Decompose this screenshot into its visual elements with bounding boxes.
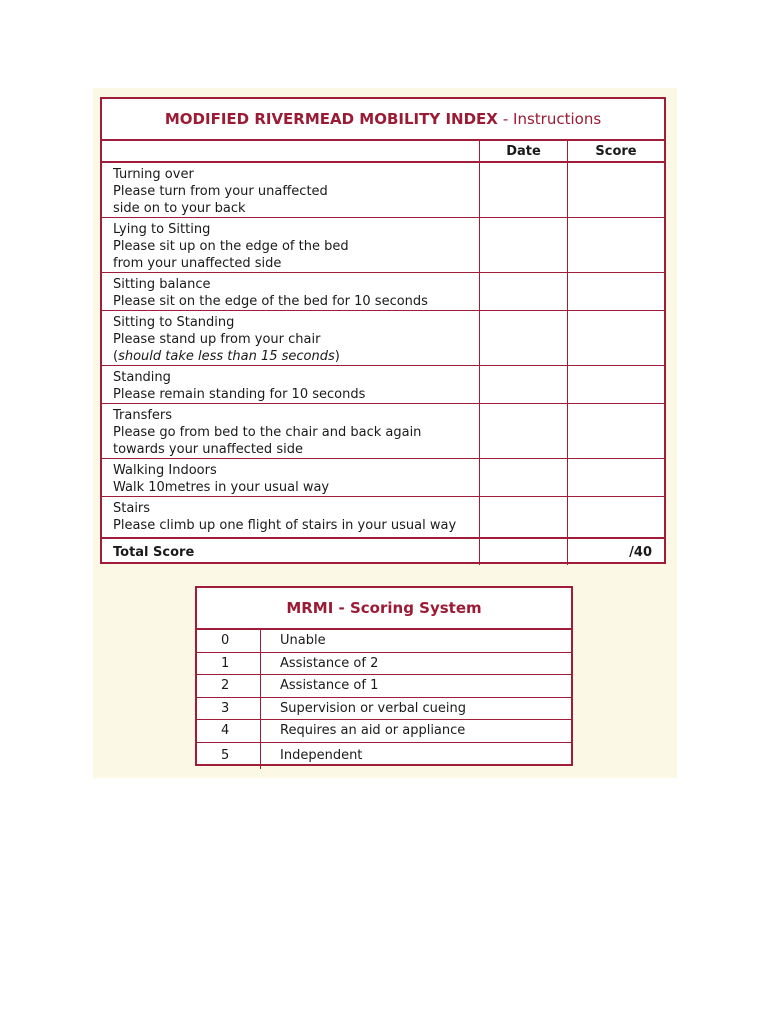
task-transfers — [102, 404, 480, 459]
date-cell[interactable] — [480, 404, 568, 459]
mobility-index-table — [100, 97, 666, 564]
date-cell[interactable] — [480, 459, 568, 497]
score-number: 1 — [197, 653, 261, 675]
task-sitting-balance — [102, 273, 480, 311]
date-cell[interactable] — [480, 366, 568, 404]
table-title — [102, 99, 664, 141]
task-sitting-to-standing — [102, 311, 480, 366]
task-name: Sitting to Standing — [113, 315, 235, 330]
score-description: Supervision or verbal cueing — [280, 700, 467, 716]
task-instruction: Please remain standing for 10 seconds — [113, 387, 366, 402]
date-cell[interactable] — [480, 218, 568, 273]
task-name: Transfers — [113, 408, 173, 423]
scoring-row — [197, 675, 571, 698]
total-date-cell[interactable] — [480, 537, 568, 565]
task-name: Lying to Sitting — [113, 222, 211, 237]
task-instruction: side on to your back — [113, 201, 246, 216]
task-instruction: Please sit up on the edge of the bed — [113, 239, 349, 254]
score-number: 5 — [197, 743, 261, 769]
score-cell[interactable] — [568, 273, 664, 311]
task-instruction: Walk 10metres in your usual way — [113, 480, 330, 495]
task-turning-over — [102, 163, 480, 218]
score-description: Assistance of 2 — [280, 655, 379, 671]
task-instruction: towards your unaffected side — [113, 442, 303, 457]
score-cell[interactable] — [568, 163, 664, 218]
title-bold: MODIFIED RIVERMEAD MOBILITY INDEX — [164, 110, 498, 128]
score-cell[interactable] — [568, 218, 664, 273]
header-blank — [102, 141, 480, 163]
task-instruction: Please climb up one flight of stairs in your usual way — [113, 518, 457, 533]
task-walking-indoors — [102, 459, 480, 497]
score-cell[interactable] — [568, 311, 664, 366]
task-instruction: Please turn from your unaffected — [113, 184, 328, 199]
date-cell[interactable] — [480, 497, 568, 537]
task-instruction: Please stand up from your chair — [113, 332, 321, 347]
total-score-value[interactable]: /40 — [568, 537, 664, 565]
scoring-row — [197, 630, 571, 653]
task-stairs — [102, 497, 480, 537]
task-name: Walking Indoors — [113, 463, 217, 478]
header-date: Date — [480, 141, 568, 163]
date-cell[interactable] — [480, 273, 568, 311]
task-lying-to-sitting — [102, 218, 480, 273]
score-cell[interactable] — [568, 497, 664, 537]
score-cell[interactable] — [568, 459, 664, 497]
note-open: ( — [113, 349, 119, 364]
score-number: 4 — [197, 720, 261, 742]
score-number: 0 — [197, 630, 261, 652]
task-note — [113, 348, 479, 365]
header-score: Score — [568, 141, 664, 163]
score-number: 2 — [197, 675, 261, 697]
scoring-row — [197, 720, 571, 743]
score-number: 3 — [197, 698, 261, 720]
task-name: Sitting balance — [113, 277, 211, 292]
task-name: Standing — [113, 370, 171, 385]
scoring-system-table — [195, 586, 573, 766]
date-cell[interactable] — [480, 163, 568, 218]
task-instruction: Please go from bed to the chair and back again — [113, 425, 422, 440]
task-name: Stairs — [113, 501, 151, 516]
task-instruction: Please sit on the edge of the bed for 10 seconds — [113, 294, 428, 309]
scoring-title: MRMI - Scoring System — [197, 588, 571, 630]
score-description: Unable — [280, 633, 326, 649]
score-cell[interactable] — [568, 366, 664, 404]
scoring-row — [197, 743, 571, 769]
table-grid — [102, 141, 664, 565]
note-close: ) — [334, 349, 340, 364]
task-name: Turning over — [113, 167, 194, 182]
score-description: Requires an aid or appliance — [280, 723, 466, 739]
title-sub: - Instructions — [502, 110, 602, 128]
scoring-row — [197, 698, 571, 721]
date-cell[interactable] — [480, 311, 568, 366]
scoring-row — [197, 653, 571, 676]
score-cell[interactable] — [568, 404, 664, 459]
score-description: Independent — [280, 748, 363, 763]
task-standing — [102, 366, 480, 404]
note-italic: should take less than 15 seconds — [118, 349, 335, 364]
task-instruction: from your unaffected side — [113, 256, 282, 271]
score-description: Assistance of 1 — [280, 678, 379, 694]
total-score-label: Total Score — [102, 537, 480, 565]
